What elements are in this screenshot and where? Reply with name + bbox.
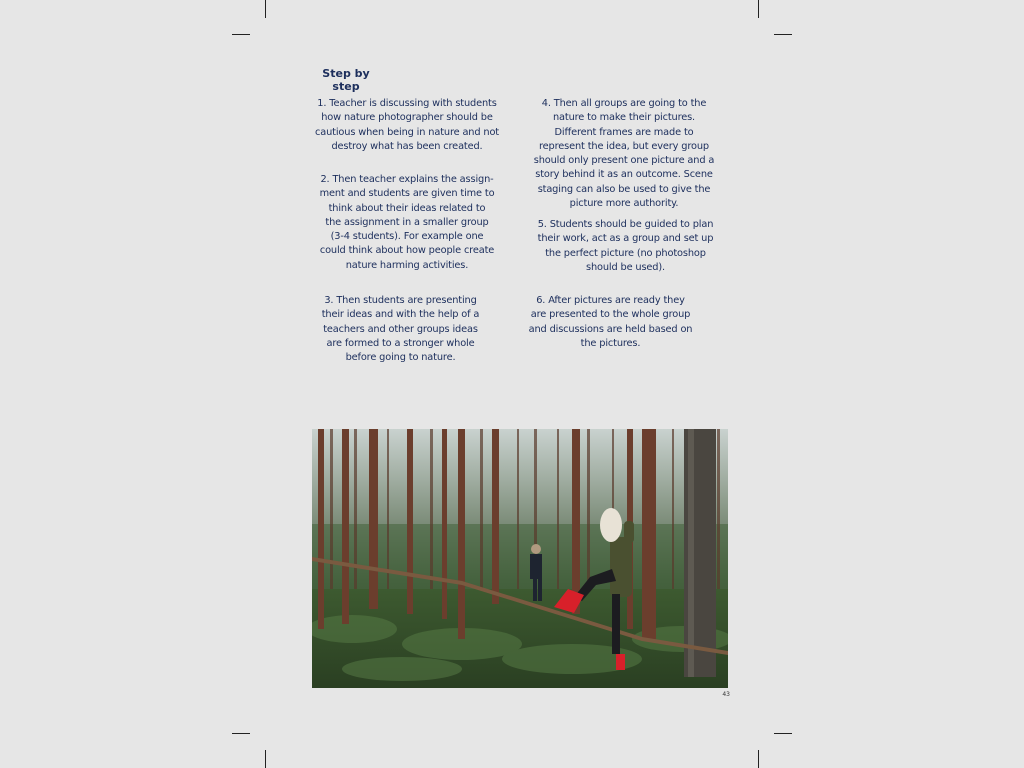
crop-mark-top-left <box>232 34 250 35</box>
step-3-text: 3. Then students are presenting their ideas and with the help of a teachers and other groups ideas are formed to a stronger whole before going to nature. <box>321 295 480 364</box>
step-6-text: 6. After pictures are ready they are presented to the whole group and discussions are held based on the pictures. <box>528 295 693 349</box>
step-5-text: 5. Students should be guided to plan their work, act as a group and set up the perfect picture (no photoshop should be used). <box>537 219 714 273</box>
crop-mark-top-right <box>774 34 792 35</box>
step-2-text: 2. Then teacher explains the assign- ment and students are given time to think about their ideas related to the assignment in a smaller group (3-4 students). For example one could think about how people create nature harming activities. <box>319 174 495 271</box>
page-number: 43 <box>722 691 730 698</box>
forest-photo <box>312 429 728 688</box>
step-1-text: 1. Teacher is discussing with students how nature photographer should be cautious when being in nature and not destroy what has been created. <box>315 98 499 152</box>
crop-mark-bottom-right <box>758 750 759 768</box>
crop-mark-top-right <box>758 0 759 18</box>
crop-mark-bottom-left <box>232 733 250 734</box>
crop-mark-bottom-left <box>265 750 266 768</box>
crop-mark-bottom-right <box>774 733 792 734</box>
crop-mark-top-left <box>265 0 266 18</box>
page-title: Step by step <box>322 67 370 93</box>
step-4-text: 4. Then all groups are going to the nature to make their pictures. Different frames are made to represent the idea, but every group should only present one picture and a story behind it as an outcome. Scene staging can also be used to give the picture more authority. <box>533 98 715 210</box>
